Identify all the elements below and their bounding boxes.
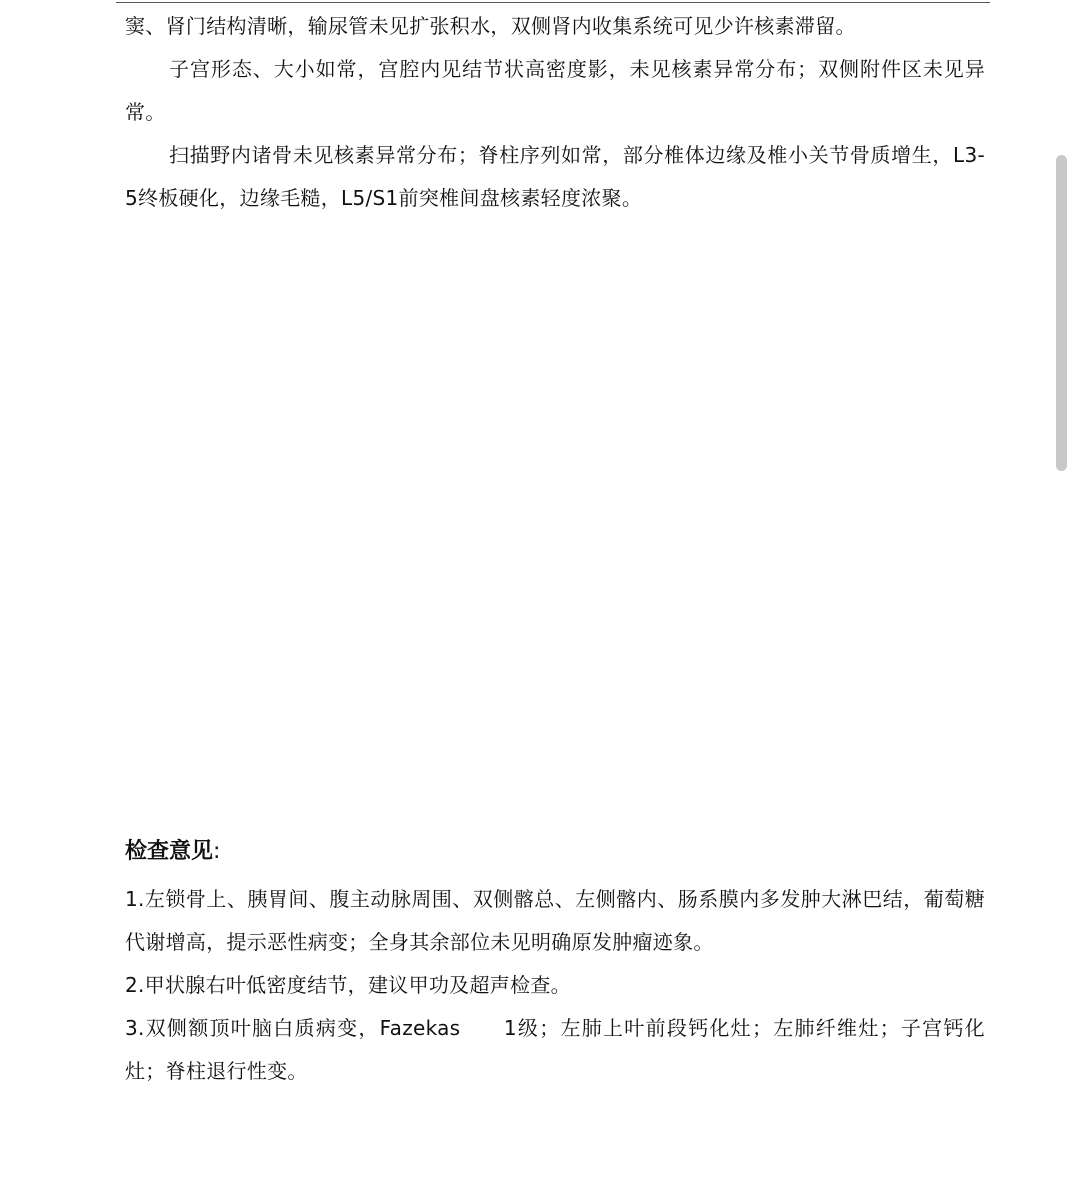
scrollbar-track[interactable] bbox=[1066, 0, 1080, 1197]
findings-kidney-paragraph: 窦、肾门结构清晰，输尿管未见扩张积水，双侧肾内收集系统可见少许核素滞留。 bbox=[125, 14, 856, 38]
opinion-item-2: 2.甲状腺右叶低密度结节，建议甲功及超声检查。 bbox=[125, 973, 571, 997]
opinion-item-3: 3.双侧额顶叶脑白质病变，Fazekas 1级；左肺上叶前段钙化灶；左肺纤维灶；子宫钙化灶；脊柱退行性变。 bbox=[125, 1016, 985, 1083]
scrollbar-thumb[interactable] bbox=[1056, 155, 1067, 471]
opinion-heading bbox=[125, 832, 220, 872]
findings-section bbox=[125, 5, 985, 220]
findings-uterus-paragraph: 子宫形态、大小如常，宫腔内见结节状高密度影，未见核素异常分布；双侧附件区未见异常。 bbox=[125, 57, 985, 124]
top-divider bbox=[116, 2, 990, 3]
findings-bone-paragraph: 扫描野内诸骨未见核素异常分布；脊柱序列如常，部分椎体边缘及椎小关节骨质增生，L3-5终板硬化，边缘毛糙，L5/S1前突椎间盘核素轻度浓聚。 bbox=[125, 143, 985, 210]
opinion-list bbox=[125, 878, 985, 1093]
opinion-title: 检查意见 bbox=[125, 839, 214, 864]
opinion-title-colon: : bbox=[213, 839, 221, 864]
opinion-item-1: 1.左锁骨上、胰胃间、腹主动脉周围、双侧髂总、左侧髂内、肠系膜内多发肿大淋巴结，葡萄糖代谢增高，提示恶性病变；全身其余部位未见明确原发肿瘤迹象。 bbox=[125, 887, 985, 954]
